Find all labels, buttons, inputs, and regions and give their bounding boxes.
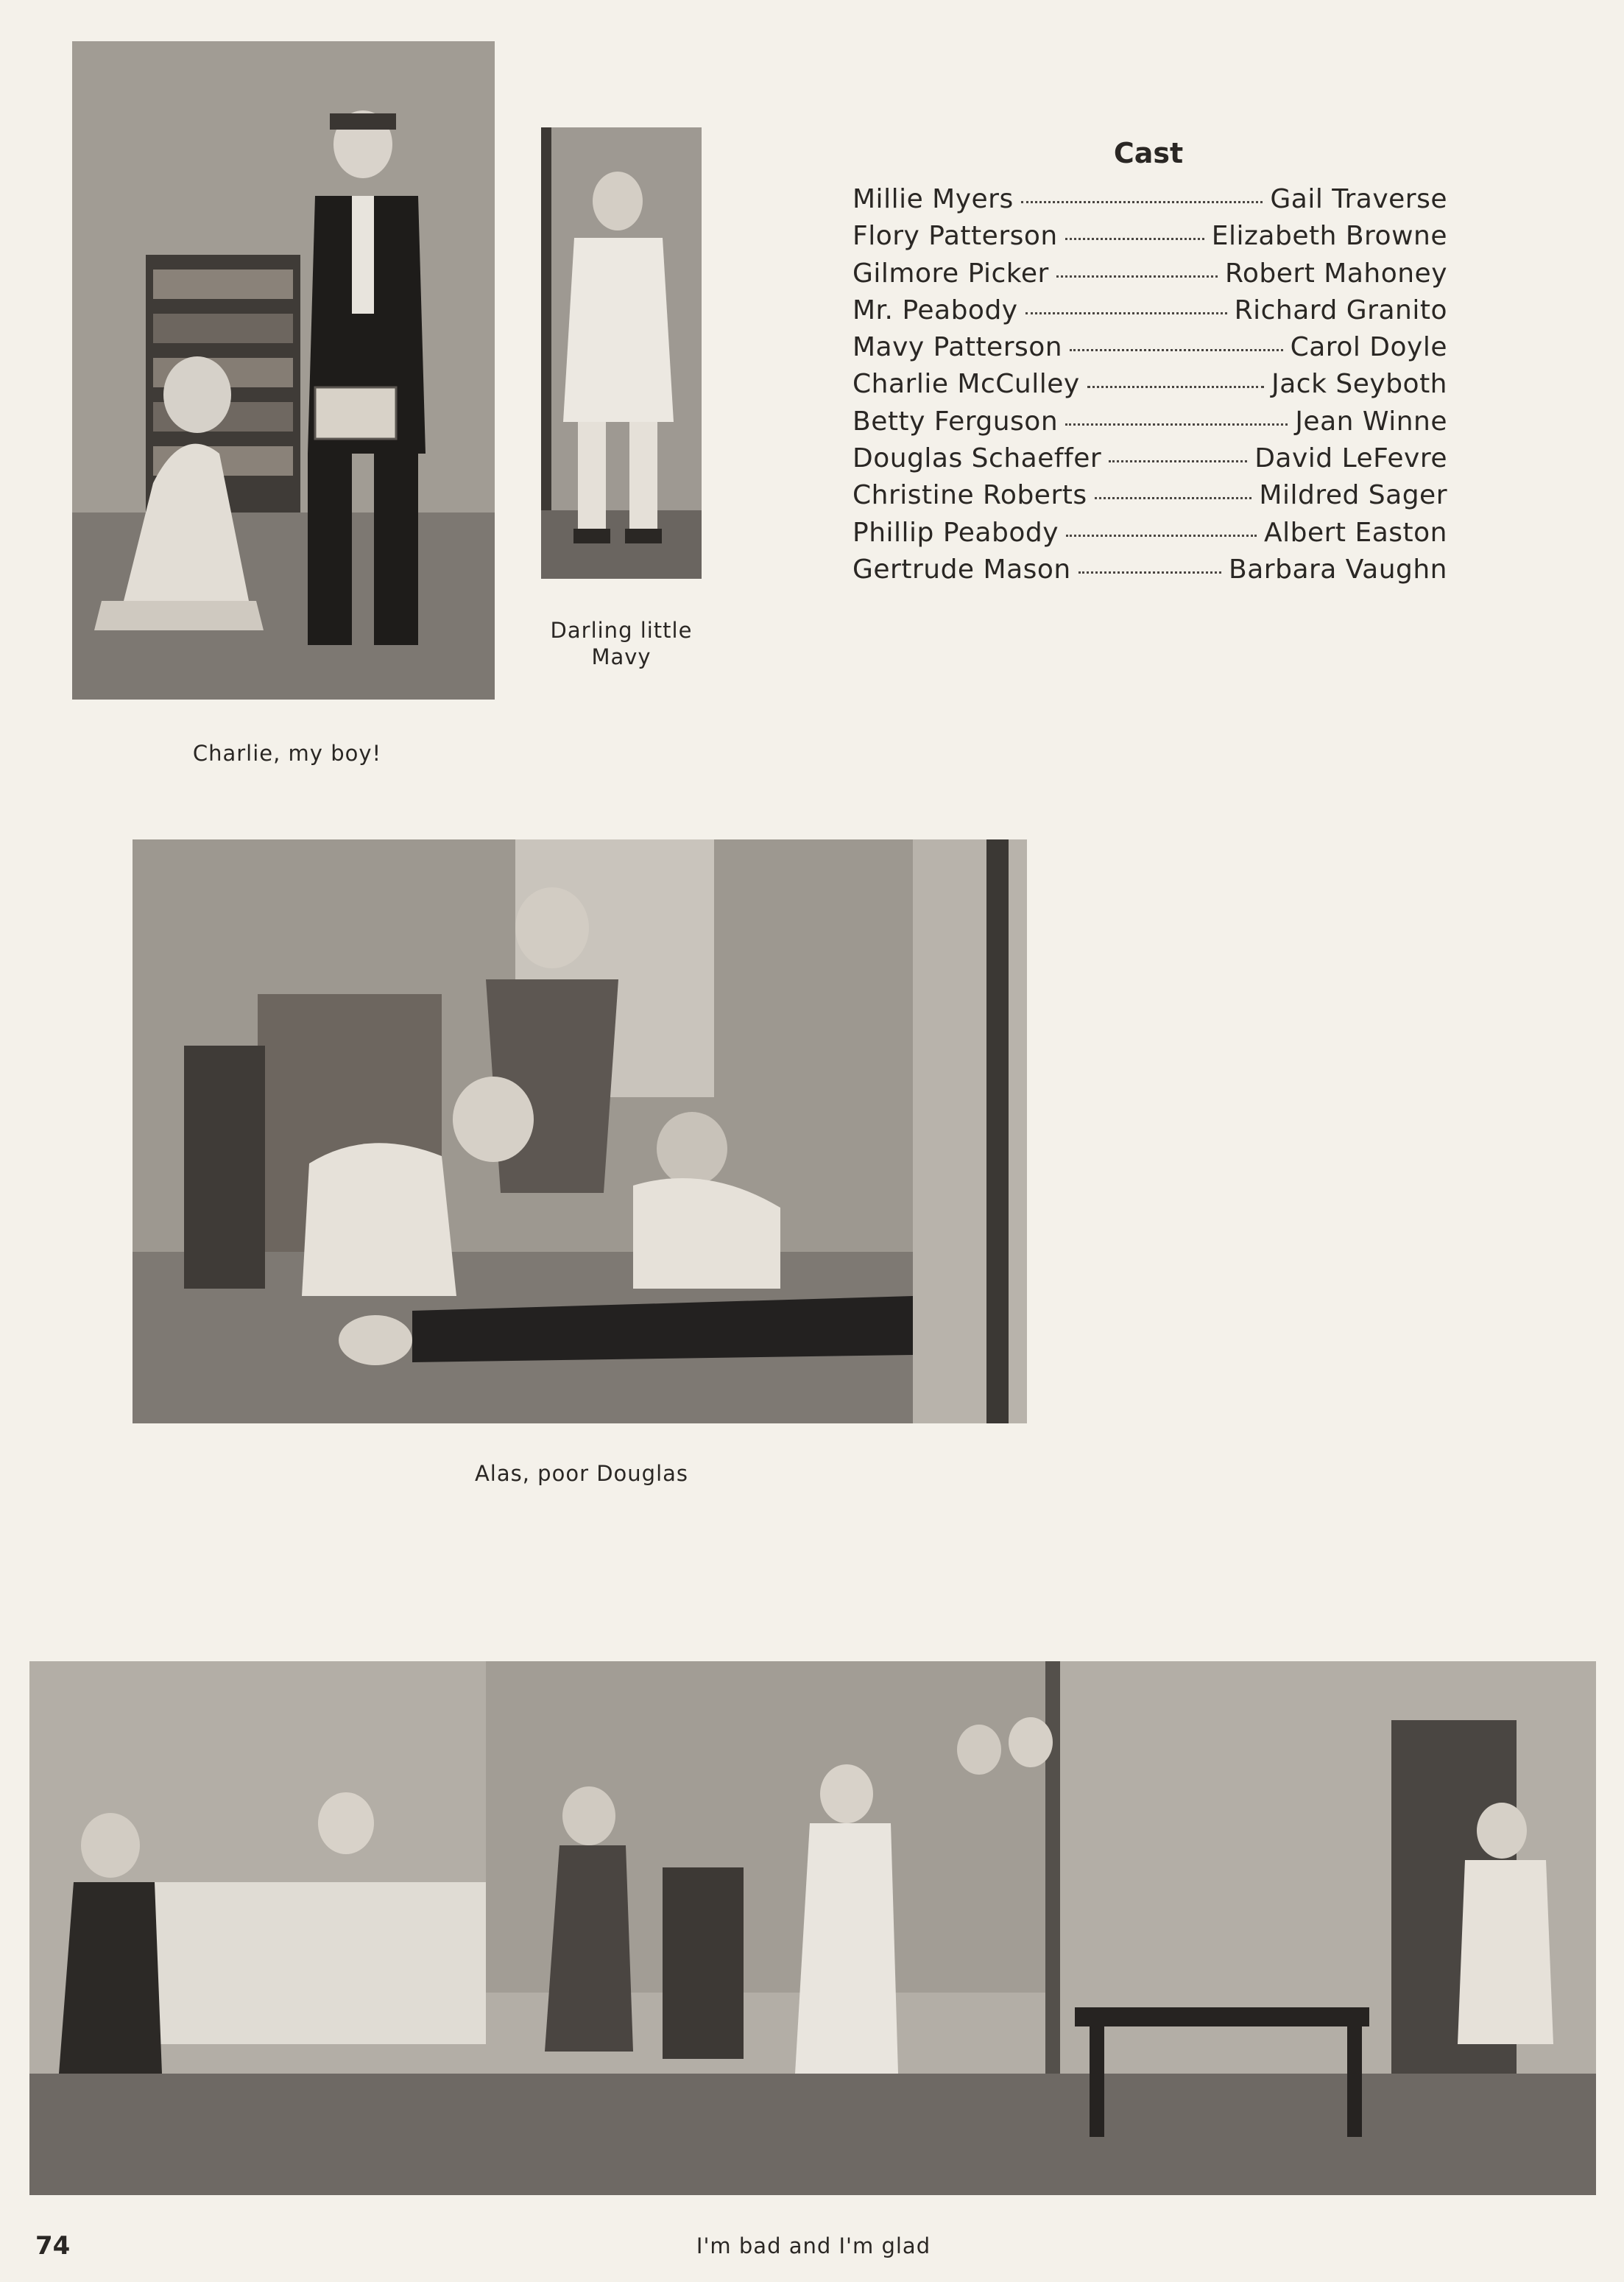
cast-actor: Jean Winne [1295,406,1447,437]
cast-row [852,518,1447,554]
photo-charlie-scene [72,41,495,700]
cast-role: Betty Ferguson [852,406,1059,437]
leader-dots [1065,238,1204,240]
cast-title: Cast [1113,137,1184,169]
cast-actor: Richard Granito [1234,295,1447,325]
cast-role: Gertrude Mason [852,554,1071,585]
leader-dots [1056,275,1218,278]
cast-actor: David LeFevre [1254,443,1447,474]
caption-darling-little-mavy: Darling little Mavy [550,618,693,669]
cast-actor: Mildred Sager [1259,480,1447,511]
cast-row [852,295,1447,332]
leader-dots [1065,423,1288,426]
cast-row [852,554,1447,591]
leader-dots [1095,497,1252,499]
cast-role: Phillip Peabody [852,517,1059,548]
cast-role: Douglas Schaeffer [852,443,1102,474]
cast-row [852,221,1447,258]
cast-role: Gilmore Picker [852,258,1049,289]
cast-row [852,332,1447,369]
cast-role: Charlie McCulley [852,369,1080,400]
photo-douglas-scene [133,839,1027,1423]
cast-row [852,369,1447,406]
cast-role: Christine Roberts [852,480,1087,511]
cast-row [852,443,1447,480]
cast-actor: Gail Traverse [1270,184,1447,214]
cast-role: Flory Patterson [852,221,1058,252]
photo-stage-scene [29,1661,1596,2195]
cast-actor: Jack Seyboth [1271,369,1447,400]
caption-alas-poor-douglas: Alas, poor Douglas [474,1461,689,1486]
caption-charlie-my-boy: Charlie, my boy! [192,741,382,766]
cast-row [852,406,1447,443]
caption-im-bad-and-im-glad: I'm bad and I'm glad [696,2233,931,2258]
cast-actor: Albert Easton [1263,517,1447,548]
cast-role: Millie Myers [852,184,1014,214]
cast-actor: Barbara Vaughn [1229,554,1447,585]
leader-dots [1070,349,1283,351]
leader-dots [1066,535,1257,537]
leader-dots [1109,460,1247,462]
cast-row [852,184,1447,221]
leader-dots [1025,312,1227,314]
photo-charlie-my-boy [72,41,495,700]
photo-darling-little-mavy [541,127,702,579]
cast-actor: Carol Doyle [1290,332,1447,363]
cast-role: Mr. Peabody [852,295,1018,325]
leader-dots [1021,201,1263,203]
photo-alas-poor-douglas [133,839,1027,1423]
cast-actor: Elizabeth Browne [1211,221,1447,252]
cast-role: Mavy Patterson [852,332,1063,363]
photo-im-bad-and-im-glad [29,1661,1596,2195]
cast-row [852,480,1447,517]
leader-dots [1078,571,1221,574]
cast-actor: Robert Mahoney [1224,258,1447,289]
cast-row [852,258,1447,295]
page-number: 74 [35,2231,71,2261]
cast-list [852,184,1447,591]
leader-dots [1087,386,1264,388]
photo-mavy-scene [541,127,702,579]
